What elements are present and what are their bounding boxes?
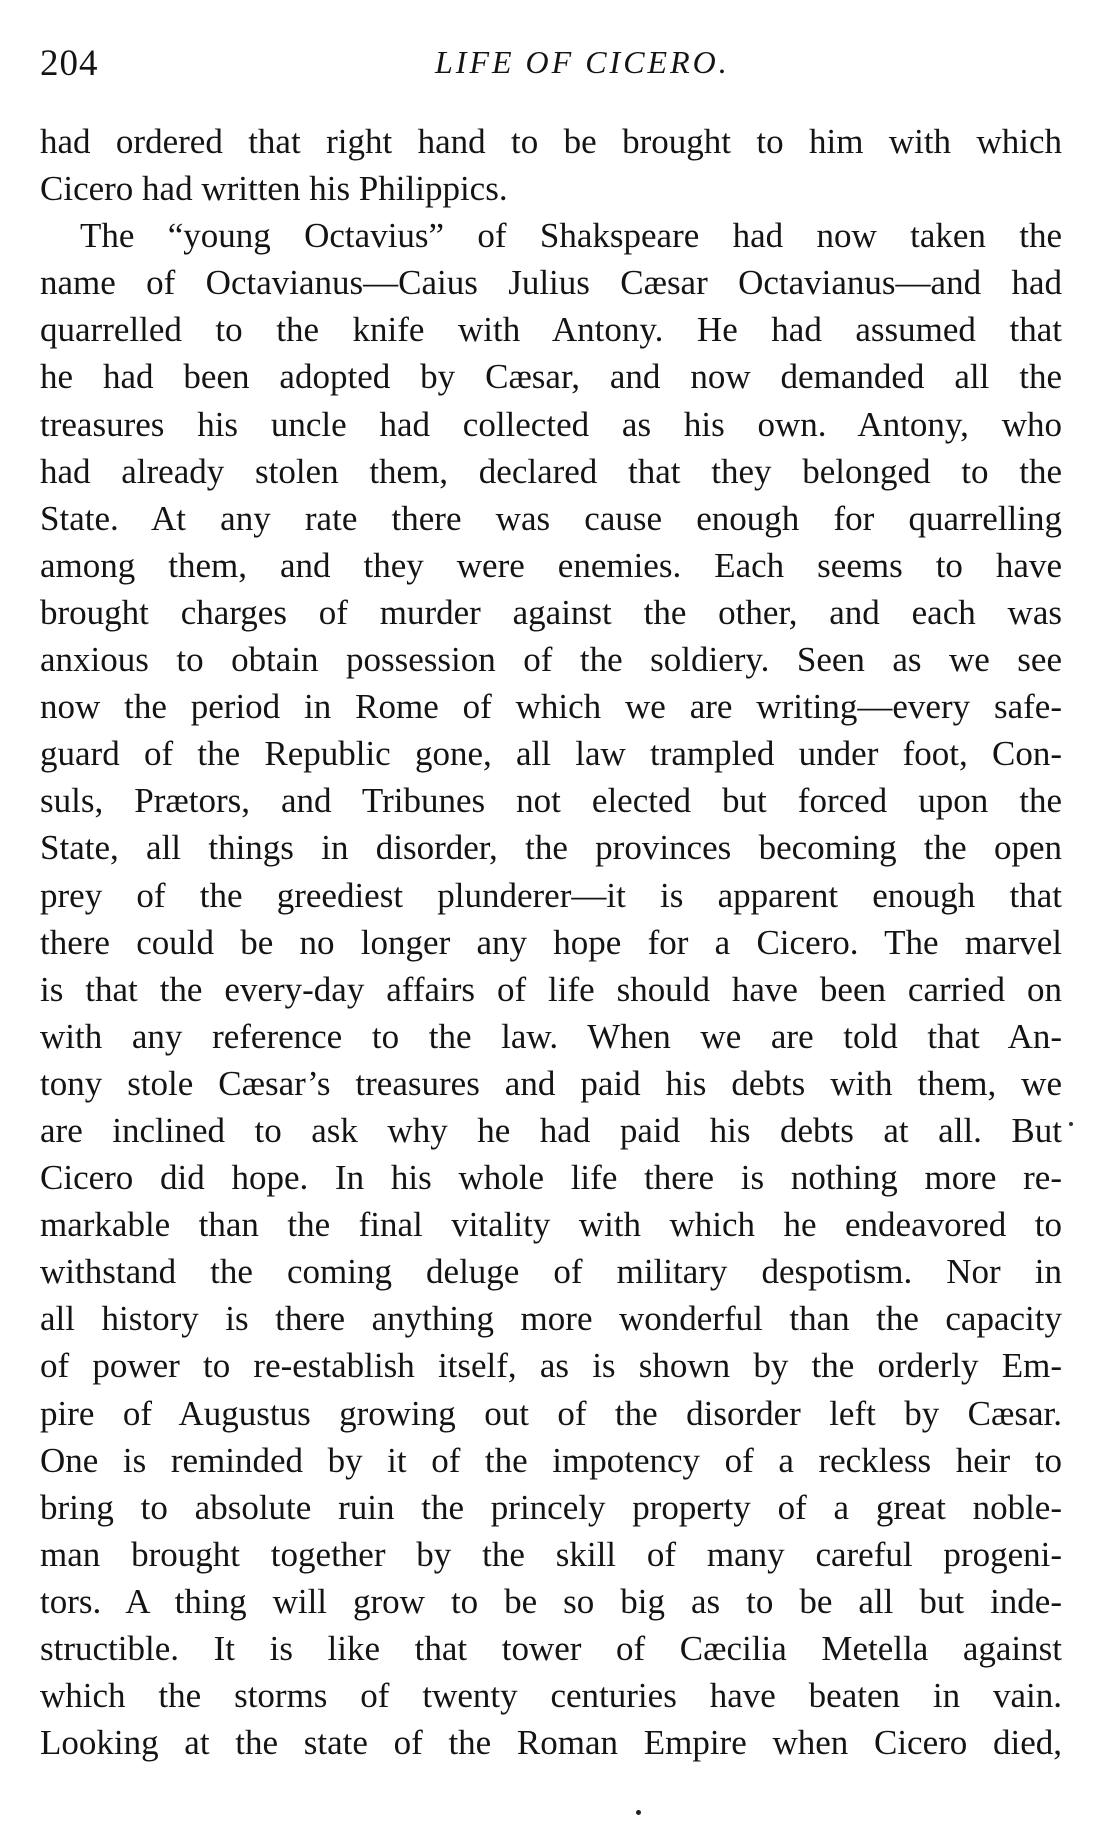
text-line: name of Octavianus—Caius Julius Cæsar Octavianus—and had	[40, 263, 1062, 303]
text-line: markable than the final vitality with which he endeavored to	[40, 1205, 1062, 1245]
text-line: man brought together by the skill of many careful progeni-	[40, 1534, 1062, 1574]
text-line: bring to absolute ruin the princely property of a great noble-	[40, 1487, 1062, 1527]
running-title: LIFE OF CICERO.	[435, 44, 730, 80]
text-line: had ordered that right hand to be brought to him with which	[40, 122, 1062, 161]
text-line: pire of Augustus growing out of the disorder left by Cæsar.	[40, 1393, 1062, 1433]
text-line: quarrelled to the knife with Antony. He had assumed that	[40, 310, 1062, 350]
text-line: is that the every-day affairs of life should have been carried on	[40, 969, 1062, 1009]
stray-ink-mark	[1069, 1122, 1073, 1126]
text-line: had already stolen them, declared that they belonged to the	[40, 451, 1062, 491]
text-line: treasures his uncle had collected as his own. Antony, who	[40, 404, 1062, 444]
text-line: guard of the Republic gone, all law trampled under foot, Con-	[40, 734, 1062, 774]
text-line: withstand the coming deluge of military despotism. Nor in	[40, 1252, 1062, 1292]
text-line: tors. A thing will grow to be so big as to be all but inde-	[40, 1581, 1062, 1621]
text-line: The “young Octavius” of Shakspeare had now taken the	[80, 216, 1062, 256]
text-line: he had been adopted by Cæsar, and now demanded all the	[40, 357, 1062, 397]
bottom-ink-dot	[636, 1810, 641, 1815]
text-line: State. At any rate there was cause enough for quarrelling	[40, 498, 1062, 538]
text-line: now the period in Rome of which we are writing—every safe-	[40, 687, 1062, 727]
text-line: anxious to obtain possession of the soldiery. Seen as we see	[40, 640, 1062, 680]
page-header	[40, 42, 1060, 92]
text-line: Cicero did hope. In his whole life there is nothing more re-	[40, 1158, 1062, 1198]
page-number: 204	[40, 43, 99, 84]
text-line: there could be no longer any hope for a Cicero. The marvel	[40, 922, 1062, 962]
text-line: prey of the greediest plunderer—it is apparent enough that	[40, 875, 1062, 915]
text-line: tony stole Cæsar’s treasures and paid his debts with them, we	[40, 1063, 1062, 1103]
text-line: which the storms of twenty centuries have beaten in vain.	[40, 1676, 1062, 1716]
text-line: with any reference to the law. When we are told that An-	[40, 1016, 1062, 1056]
text-line: suls, Prætors, and Tribunes not elected but forced upon the	[40, 781, 1062, 821]
text-line: of power to re-establish itself, as is shown by the orderly Em-	[40, 1346, 1062, 1386]
text-line: Cicero had written his Philippics.	[40, 169, 508, 209]
text-line: One is reminded by it of the impotency of a reckless heir to	[40, 1440, 1062, 1480]
text-line: brought charges of murder against the other, and each was	[40, 592, 1062, 632]
text-line: Looking at the state of the Roman Empire when Cicero died,	[40, 1723, 1062, 1763]
text-line: all history is there anything more wonderful than the capacity	[40, 1299, 1062, 1339]
text-line: State, all things in disorder, the provinces becoming the open	[40, 828, 1062, 868]
body-text	[40, 118, 1062, 1766]
text-line: among them, and they were enemies. Each seems to have	[40, 545, 1062, 585]
text-line: structible. It is like that tower of Cæcilia Metella against	[40, 1629, 1062, 1668]
text-line: are inclined to ask why he had paid his debts at all. But	[40, 1110, 1062, 1150]
